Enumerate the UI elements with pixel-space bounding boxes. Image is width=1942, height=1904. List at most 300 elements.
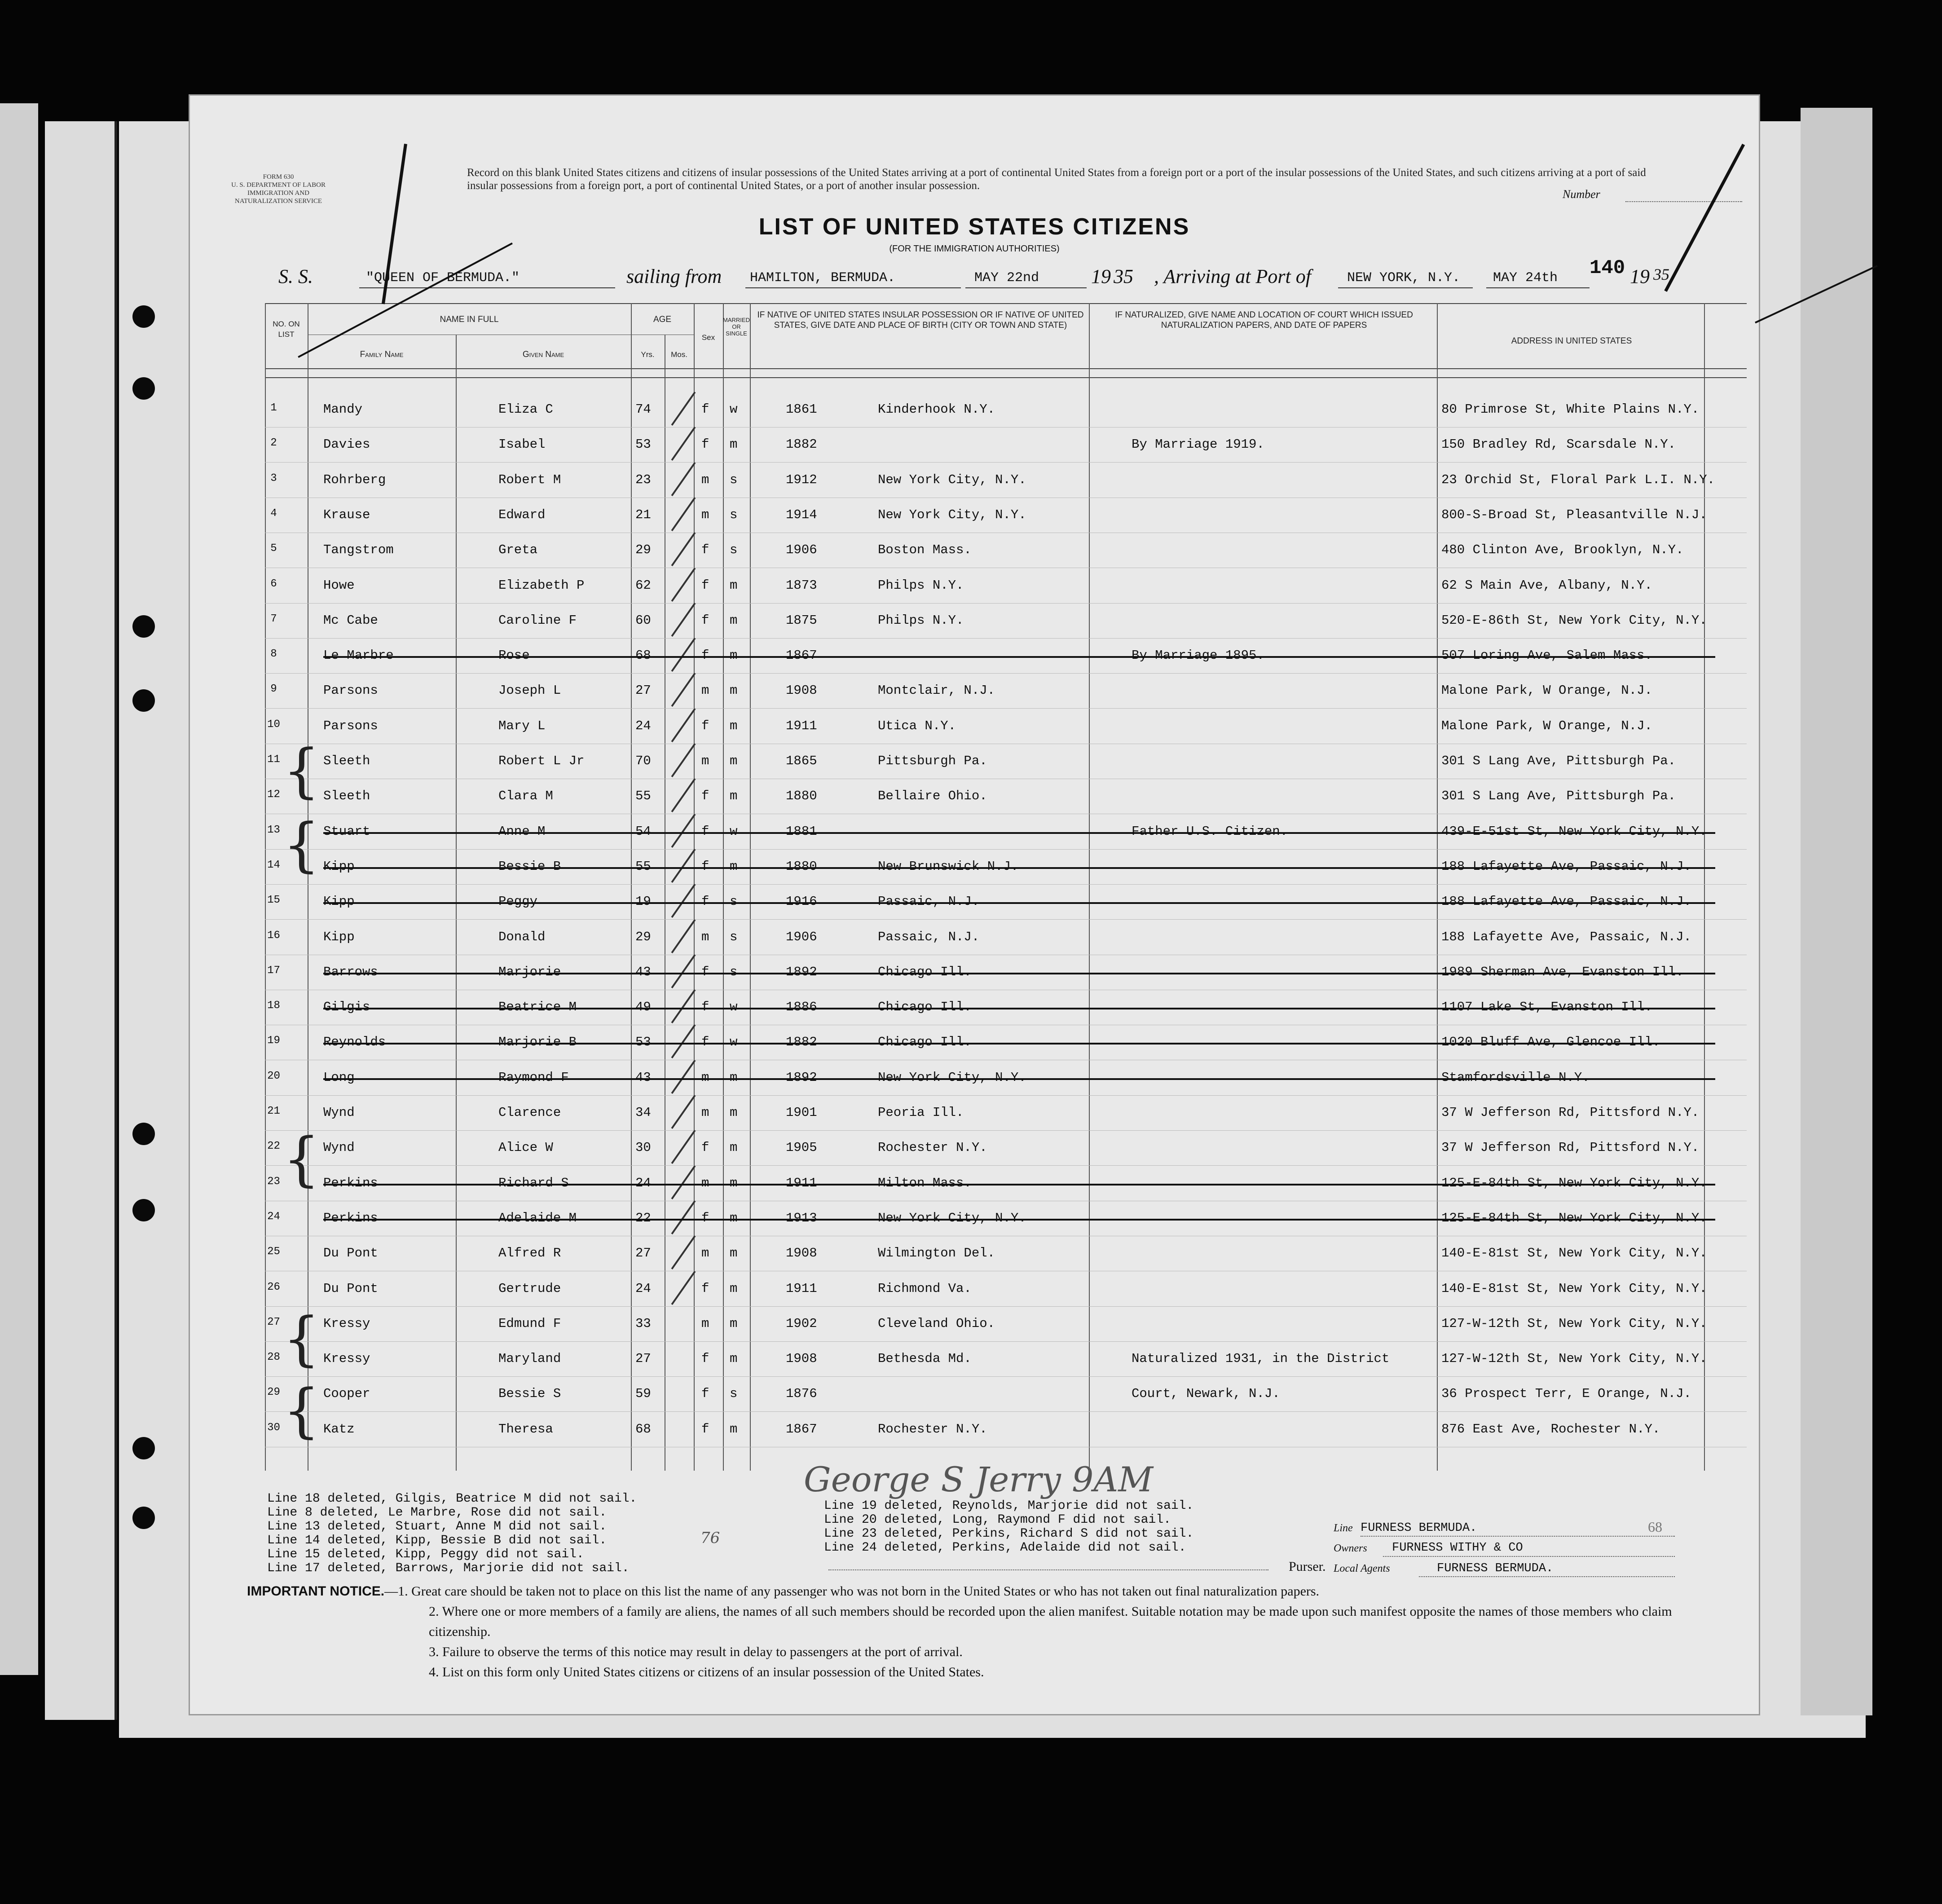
cell-family: Cooper xyxy=(323,1386,370,1402)
strike-through-line xyxy=(323,1008,1715,1009)
cell-year: 1881 xyxy=(786,824,817,839)
cell-given: Eliza C xyxy=(498,402,553,417)
cell-sex: f xyxy=(701,648,709,663)
cell-given: Isabel xyxy=(498,437,546,452)
cell-no: 18 xyxy=(267,1000,280,1012)
cell-age: 68 xyxy=(635,648,651,663)
cell-sex: m xyxy=(701,1246,709,1261)
cell-given: Bessie S xyxy=(498,1386,561,1402)
cell-given: Donald xyxy=(498,929,546,944)
notice-item-3: 3. Failure to observe the terms of this notice may result in delay to passengers at the port of arrival. xyxy=(429,1644,963,1659)
strike-through-line xyxy=(323,1219,1715,1221)
cell-place: Chicago Ill. xyxy=(878,964,972,979)
table-row xyxy=(189,1413,1760,1448)
deletion-note: Line 8 deleted, Le Marbre, Rose did not sail. xyxy=(267,1506,607,1520)
cell-age: 23 xyxy=(635,472,651,487)
cell-addr: 301 S Lang Ave, Pittsburgh Pa. xyxy=(1441,754,1676,768)
departure-date: MAY 22nd xyxy=(974,270,1039,286)
cell-addr: 127-W-12th St, New York City, N.Y. xyxy=(1441,1316,1707,1331)
strike-through-line xyxy=(323,1184,1715,1186)
cell-ms: m xyxy=(730,754,738,768)
strike-through-line xyxy=(323,656,1715,658)
pencil-tick xyxy=(671,814,696,848)
cell-sex: f xyxy=(701,859,709,874)
cell-given: Edmund F xyxy=(498,1316,561,1331)
cell-ms: s xyxy=(730,929,738,944)
cell-addr: 188 Lafayette Ave, Passaic, N.J. xyxy=(1441,929,1691,944)
cell-year: 1908 xyxy=(786,1351,817,1366)
pencil-diagonal xyxy=(298,242,513,358)
col-header-name: NAME IN FULL xyxy=(440,315,499,324)
arrival-date-underline xyxy=(1486,287,1590,288)
cell-sex: f xyxy=(701,824,709,839)
cell-sex: m xyxy=(701,683,709,698)
row-rule xyxy=(265,1341,1747,1342)
cell-ms: s xyxy=(730,507,738,522)
cell-family: Wynd xyxy=(323,1105,355,1120)
table-row xyxy=(189,533,1760,569)
cell-year: 1861 xyxy=(786,402,817,417)
family-brace: { xyxy=(283,811,320,879)
arrival-date: MAY 24th xyxy=(1493,270,1558,286)
adjacent-page-right xyxy=(1801,108,1872,1715)
cell-addr: 80 Primrose St, White Plains N.Y. xyxy=(1441,402,1700,417)
cell-sex: m xyxy=(701,929,709,944)
cell-sex: f xyxy=(701,437,709,452)
family-brace: { xyxy=(283,1376,320,1445)
binder-hole xyxy=(132,1507,155,1529)
cell-age: 27 xyxy=(635,1351,651,1366)
line-label: Line xyxy=(1334,1522,1353,1534)
row-rule xyxy=(265,849,1747,850)
cell-family: Perkins xyxy=(323,1210,378,1225)
cell-given: Peggy xyxy=(498,894,538,909)
cell-addr: Stamfordsville N.Y. xyxy=(1441,1070,1590,1085)
deletion-note: Line 18 deleted, Gilgis, Beatrice M did not sail. xyxy=(267,1492,637,1506)
table-row xyxy=(189,1307,1760,1342)
cell-year: 1892 xyxy=(786,964,817,979)
cell-no: 24 xyxy=(267,1210,280,1223)
binder-hole xyxy=(132,1199,155,1221)
ship-underline xyxy=(359,287,615,288)
pencil-tick xyxy=(671,532,696,566)
table-row xyxy=(189,1096,1760,1131)
col-header-age: AGE xyxy=(653,315,672,324)
cell-addr: 127-W-12th St, New York City, N.Y. xyxy=(1441,1351,1707,1366)
row-rule xyxy=(265,1376,1747,1377)
pencil-tick xyxy=(671,392,696,426)
cell-year: 1882 xyxy=(786,437,817,452)
table-top-border xyxy=(265,303,1747,304)
cell-year: 1906 xyxy=(786,929,817,944)
col-header-address: ADDRESS IN UNITED STATES xyxy=(1511,336,1632,346)
col-header-yrs: Yrs. xyxy=(641,350,655,359)
cell-year: 1911 xyxy=(786,1175,817,1190)
cell-age: 60 xyxy=(635,613,651,628)
cell-age: 70 xyxy=(635,754,651,768)
cell-year: 1906 xyxy=(786,542,817,558)
cell-year: 1914 xyxy=(786,507,817,522)
page-subtitle: (FOR THE IMMIGRATION AUTHORITIES) xyxy=(889,244,1060,254)
cell-family: Davies xyxy=(323,437,370,452)
agents-label: Local Agents xyxy=(1334,1563,1390,1574)
cell-ms: s xyxy=(730,542,738,558)
handwritten-signature: George S Jerry 9AM xyxy=(804,1459,1154,1499)
cell-addr: 23 Orchid St, Floral Park L.I. N.Y. xyxy=(1441,472,1715,487)
cell-ms: m xyxy=(730,683,738,698)
cell-no: 28 xyxy=(267,1351,280,1364)
cell-place: Passaic, N.J. xyxy=(878,929,980,944)
cell-family: Le Marbre xyxy=(323,648,394,663)
ship-name: "QUEEN OF BERMUDA." xyxy=(366,270,520,286)
deletion-note: Line 17 deleted, Barrows, Marjorie did not sail. xyxy=(267,1561,630,1575)
line-underline xyxy=(1361,1536,1675,1537)
cell-given: Anne M xyxy=(498,824,546,839)
arriving-label: , Arriving at Port of xyxy=(1154,265,1311,287)
cell-year: 1882 xyxy=(786,1035,817,1050)
cell-ms: s xyxy=(730,964,738,979)
cell-sex: m xyxy=(701,754,709,768)
cell-age: 55 xyxy=(635,859,651,874)
cell-age: 43 xyxy=(635,964,651,979)
cell-ms: s xyxy=(730,894,738,909)
row-rule xyxy=(265,673,1747,674)
row-rule xyxy=(265,638,1747,639)
binder-hole xyxy=(132,377,155,400)
date-underline xyxy=(965,287,1087,288)
cell-sex: f xyxy=(701,577,709,593)
cell-age: 62 xyxy=(635,577,651,593)
cell-no: 8 xyxy=(270,648,277,661)
cell-no: 1 xyxy=(270,402,277,414)
family-brace: { xyxy=(283,1305,320,1373)
number-field-line xyxy=(1625,201,1742,202)
cell-addr: 876 East Ave, Rochester N.Y. xyxy=(1441,1421,1660,1437)
cell-year: 1908 xyxy=(786,1246,817,1261)
cell-year: 1873 xyxy=(786,577,817,593)
cell-sex: f xyxy=(701,1386,709,1402)
owners-value: FURNESS WITHY & CO xyxy=(1392,1541,1523,1555)
strike-through-line xyxy=(323,973,1715,974)
purser-signature-line xyxy=(828,1569,1268,1570)
deletion-notes-left xyxy=(267,1492,637,1575)
cell-family: Kipp xyxy=(323,859,355,874)
cell-place: New Brunswick N.J. xyxy=(878,859,1019,874)
arrival-port: NEW YORK, N.Y. xyxy=(1347,270,1461,286)
cell-sex: m xyxy=(701,472,709,487)
record-instructions: Record on this blank United States citizens and citizens of insular possessions of the United States arriving at a port of continental United States from a foreign port or a port of the insular possessions of the United States, and such citizens arriving at a port of said insular possessions from a foreign port, a port of continental United States, or a port of another insular possession. xyxy=(467,167,1646,192)
cell-ms: m xyxy=(730,613,738,628)
cell-given: Alice W xyxy=(498,1140,553,1155)
cell-ms: m xyxy=(730,1175,738,1190)
cell-given: Robert M xyxy=(498,472,561,487)
cell-sex: f xyxy=(701,789,709,804)
cell-age: 24 xyxy=(635,718,651,733)
cell-no: 25 xyxy=(267,1246,280,1258)
row-rule xyxy=(265,1306,1747,1307)
cell-given: Clara M xyxy=(498,789,553,804)
family-brace: { xyxy=(283,1125,320,1193)
row-rule xyxy=(265,919,1747,920)
cell-ms: m xyxy=(730,1105,738,1120)
cell-place: Chicago Ill. xyxy=(878,1035,972,1050)
cell-no: 30 xyxy=(267,1421,280,1434)
cell-age: 68 xyxy=(635,1421,651,1437)
cell-sex: f xyxy=(701,613,709,628)
table-row xyxy=(189,674,1760,709)
cell-year: 1913 xyxy=(786,1210,817,1225)
cell-sex: f xyxy=(701,964,709,979)
cell-given: Gertrude xyxy=(498,1281,561,1296)
adjacent-page-left xyxy=(0,103,38,1675)
cell-place: Bethesda Md. xyxy=(878,1351,972,1366)
pencil-tick xyxy=(671,1130,696,1164)
cell-year: 1911 xyxy=(786,1281,817,1296)
row-rule xyxy=(265,462,1747,463)
notice-item-1 xyxy=(247,1581,1729,1601)
pencil-tick xyxy=(671,1165,696,1199)
ss-label: S. S. xyxy=(278,265,313,287)
cell-addr: 37 W Jefferson Rd, Pittsford N.Y. xyxy=(1441,1140,1700,1155)
cell-given: Clarence xyxy=(498,1105,561,1120)
cell-year: 1902 xyxy=(786,1316,817,1331)
owners-label: Owners xyxy=(1334,1543,1367,1554)
cell-sex: f xyxy=(701,402,709,417)
owners-underline xyxy=(1383,1556,1675,1557)
year-prefix: 19 xyxy=(1091,265,1111,287)
table-row xyxy=(189,815,1760,850)
cell-addr: 188 Lafayette Ave, Passaic, N.J. xyxy=(1441,894,1691,909)
cell-given: Joseph L xyxy=(498,683,561,698)
pencil-tick xyxy=(671,708,696,742)
cell-nat: By Marriage 1919. xyxy=(1132,437,1264,452)
row-rule xyxy=(265,603,1747,604)
cell-no: 29 xyxy=(267,1386,280,1399)
table-row xyxy=(189,1026,1760,1061)
col-header-sex: Sex xyxy=(701,333,715,342)
service-name: IMMIGRATION AND NATURALIZATION SERVICE xyxy=(234,190,322,205)
cell-given: Caroline F xyxy=(498,613,577,628)
table-row xyxy=(189,780,1760,815)
cell-given: Beatrice M xyxy=(498,1000,577,1015)
cell-family: Mc Cabe xyxy=(323,613,378,628)
notice-item-2: 2. Where one or more members of a family are aliens, the names of all such members should be recorded upon the alien manifest. Suitable notation may be made upon such manifest opposite the names of those members who claim citizenship. xyxy=(429,1604,1672,1639)
important-notice xyxy=(247,1581,1729,1682)
cell-nat: Court, Newark, N.J. xyxy=(1132,1386,1280,1402)
agents-underline xyxy=(1419,1576,1675,1577)
cell-ms: m xyxy=(730,789,738,804)
cell-addr: 480 Clinton Ave, Brooklyn, N.Y. xyxy=(1441,542,1684,558)
cell-family: Reynolds xyxy=(323,1035,386,1050)
cell-addr: 150 Bradley Rd, Scarsdale N.Y. xyxy=(1441,437,1676,452)
cell-no: 27 xyxy=(267,1316,280,1328)
row-rule xyxy=(265,1411,1747,1412)
table-row xyxy=(189,1061,1760,1096)
cell-ms: w xyxy=(730,824,738,839)
cell-no: 13 xyxy=(267,824,280,836)
cell-nat: By Marriage 1895. xyxy=(1132,648,1264,663)
cell-no: 17 xyxy=(267,964,280,977)
cell-place: Bellaire Ohio. xyxy=(878,789,987,804)
cell-family: Wynd xyxy=(323,1140,355,1155)
cell-place: Cleveland Ohio. xyxy=(878,1316,995,1331)
cell-ms: m xyxy=(730,718,738,733)
cell-given: Edward xyxy=(498,507,546,522)
table-row xyxy=(189,1131,1760,1166)
pencil-tick xyxy=(671,1024,696,1058)
table-row xyxy=(189,710,1760,745)
header-bottom-border xyxy=(265,368,1747,369)
cell-no: 11 xyxy=(267,754,280,766)
col-header-mos: Mos. xyxy=(671,350,687,359)
col-header-married: MARRIED OR SINGLE xyxy=(723,317,750,337)
cell-given: Rose xyxy=(498,648,530,663)
cell-sex: f xyxy=(701,1421,709,1437)
table-row xyxy=(189,1342,1760,1377)
cell-given: Elizabeth P xyxy=(498,577,585,593)
cell-family: Parsons xyxy=(323,683,378,698)
form-number: FORM 630 xyxy=(263,173,294,181)
cell-place: New York City, N.Y. xyxy=(878,472,1026,487)
cell-given: Robert L Jr xyxy=(498,754,585,768)
table-row xyxy=(189,393,1760,428)
cell-sex: m xyxy=(701,507,709,522)
cell-family: Barrows xyxy=(323,964,378,979)
cell-year: 1911 xyxy=(786,718,817,733)
cell-year: 1867 xyxy=(786,1421,817,1437)
cell-no: 21 xyxy=(267,1105,280,1117)
cell-family: Kressy xyxy=(323,1351,370,1366)
cell-sex: f xyxy=(701,718,709,733)
cell-place: Kinderhook N.Y. xyxy=(878,402,995,417)
form-header-block xyxy=(220,173,337,205)
cell-family: Tangstrom xyxy=(323,542,394,558)
cell-no: 26 xyxy=(267,1281,280,1293)
binder-hole xyxy=(132,305,155,328)
cell-family: Mandy xyxy=(323,402,363,417)
cell-nat: Father U.S. Citizen. xyxy=(1132,824,1288,839)
cell-year: 1865 xyxy=(786,754,817,768)
cell-no: 5 xyxy=(270,542,277,555)
col-header-naturalized: IF NATURALIZED, GIVE NAME AND LOCATION OF COURT WHICH ISSUED NATURALIZATION PAPERS, AND DATE OF PAPERS xyxy=(1115,310,1413,330)
cell-no: 3 xyxy=(270,472,277,485)
cell-no: 15 xyxy=(267,894,280,907)
table-row xyxy=(189,463,1760,498)
table-row xyxy=(189,1237,1760,1272)
cell-family: Gilgis xyxy=(323,1000,370,1015)
table-row xyxy=(189,956,1760,991)
cell-ms: m xyxy=(730,1351,738,1366)
cell-place: Passaic, N.J. xyxy=(878,894,980,909)
agents-value: FURNESS BERMUDA. xyxy=(1437,1562,1554,1575)
cell-year: 1905 xyxy=(786,1140,817,1155)
cell-year: 1892 xyxy=(786,1070,817,1085)
cell-family: Kipp xyxy=(323,929,355,944)
cell-addr: 520-E-86th St, New York City, N.Y. xyxy=(1441,613,1707,628)
table-row xyxy=(189,428,1760,463)
cell-place: Philps N.Y. xyxy=(878,613,964,628)
cell-addr: 800-S-Broad St, Pleasantville N.J. xyxy=(1441,507,1707,522)
pencil-tick xyxy=(671,743,696,777)
row-rule xyxy=(265,1095,1747,1096)
pencil-tick xyxy=(671,567,696,601)
cell-place: New York City, N.Y. xyxy=(878,507,1026,522)
cell-ms: m xyxy=(730,437,738,452)
cell-age: 33 xyxy=(635,1316,651,1331)
pencil-tick xyxy=(671,497,696,531)
cell-sex: f xyxy=(701,1000,709,1015)
deletion-note: Line 23 deleted, Perkins, Richard S did not sail. xyxy=(824,1527,1194,1541)
cell-sex: f xyxy=(701,542,709,558)
deletion-note: Line 19 deleted, Reynolds, Marjorie did not sail. xyxy=(824,1499,1194,1513)
cell-age: 54 xyxy=(635,824,651,839)
cell-no: 16 xyxy=(267,929,280,942)
cell-addr: 1989 Sherman Ave, Evanston Ill. xyxy=(1441,964,1684,979)
cell-no: 2 xyxy=(270,437,277,450)
pencil-tick xyxy=(671,989,696,1023)
cell-sex: f xyxy=(701,1035,709,1050)
number-label: Number xyxy=(1563,188,1600,201)
cell-given: Greta xyxy=(498,542,538,558)
cell-place: Chicago Ill. xyxy=(878,1000,972,1015)
binder-hole xyxy=(132,1123,155,1145)
cell-age: 27 xyxy=(635,1246,651,1261)
cell-family: Rohrberg xyxy=(323,472,386,487)
cell-place: Montclair, N.J. xyxy=(878,683,995,698)
cell-no: 12 xyxy=(267,789,280,801)
cell-sex: f xyxy=(701,1210,709,1225)
table-row xyxy=(189,1377,1760,1412)
cell-sex: m xyxy=(701,1316,709,1331)
cell-given: Bessie B xyxy=(498,859,561,874)
cell-sex: m xyxy=(701,1105,709,1120)
cell-year: 1880 xyxy=(786,859,817,874)
table-row xyxy=(189,850,1760,885)
cell-no: 23 xyxy=(267,1175,280,1188)
cell-age: 30 xyxy=(635,1140,651,1155)
page-title: LIST OF UNITED STATES CITIZENS xyxy=(758,214,1190,240)
cell-given: Alfred R xyxy=(498,1246,561,1261)
pencil-tick xyxy=(671,1200,696,1234)
cell-addr: 36 Prospect Terr, E Orange, N.J. xyxy=(1441,1386,1691,1402)
cell-ms: m xyxy=(730,1316,738,1331)
cell-no: 20 xyxy=(267,1070,280,1082)
pencil-tick xyxy=(671,884,696,918)
cell-family: Krause xyxy=(323,507,370,522)
cell-given: Adelaide M xyxy=(498,1210,577,1225)
cell-ms: w xyxy=(730,1000,738,1015)
pencil-tick xyxy=(671,954,696,988)
col-header-given: Given Name xyxy=(522,350,564,359)
cell-year: 1875 xyxy=(786,613,817,628)
pencil-tick xyxy=(671,1270,696,1305)
cell-nat: Naturalized 1931, in the District xyxy=(1132,1351,1390,1366)
pencil-tick xyxy=(671,849,696,883)
cell-place: Richmond Va. xyxy=(878,1281,972,1296)
cell-place: Rochester N.Y. xyxy=(878,1421,987,1437)
deletion-note: Line 24 deleted, Perkins, Adelaide did not sail. xyxy=(824,1541,1186,1555)
cell-place: Milton Mass. xyxy=(878,1175,972,1190)
cell-addr: Malone Park, W Orange, N.J. xyxy=(1441,718,1652,733)
cell-ms: w xyxy=(730,402,738,417)
deletion-note: Line 13 deleted, Stuart, Anne M did not sail. xyxy=(267,1520,607,1534)
pencil-tick xyxy=(671,603,696,637)
cell-family: Sleeth xyxy=(323,754,370,768)
cell-place: Pittsburgh Pa. xyxy=(878,754,987,768)
cell-given: Marjorie xyxy=(498,964,561,979)
binder-hole xyxy=(132,1437,155,1459)
cell-place: Rochester N.Y. xyxy=(878,1140,987,1155)
